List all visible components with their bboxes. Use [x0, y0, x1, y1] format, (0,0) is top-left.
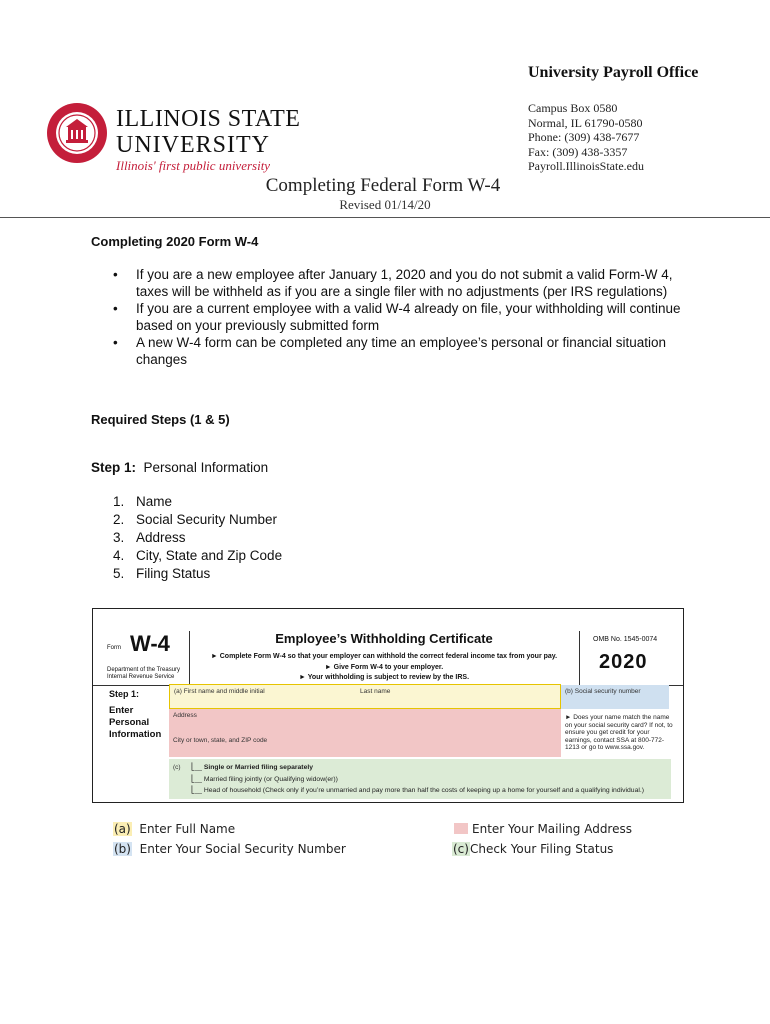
legend-filing — [452, 842, 613, 856]
w4-address-label: Address — [173, 712, 197, 719]
list-number: 3. — [113, 530, 125, 545]
w4-step-title-line: Information — [109, 729, 162, 740]
w4-instruction: ► Complete Form W-4 so that your employer can withhold the correct federal income tax from your pay. — [210, 653, 558, 660]
w4-divider — [579, 631, 580, 685]
header-divider — [0, 217, 770, 218]
office-title: University Payroll Office — [528, 64, 699, 81]
w4-step-label: Step 1: — [109, 689, 140, 699]
list-item — [113, 493, 282, 511]
section-heading-required-steps: Required Steps (1 & 5) — [91, 412, 230, 427]
w4-step-title-line: Personal — [109, 717, 150, 728]
w4-city-label: City or town, state, and ZIP code — [173, 737, 268, 744]
bullet-item: • A new W-4 form can be completed any time an employee’s personal or financial situation changes — [113, 334, 683, 368]
checkbox-icon: ⎣__ — [191, 764, 202, 771]
w4-omb-number: OMB No. 1545-0074 — [593, 636, 658, 643]
list-item — [113, 529, 282, 547]
revised-date: Revised 01/14/20 — [339, 197, 431, 212]
bullet-item: • If you are a new employee after January 1, 2020 and you do not submit a valid Form-W 4, taxes will be withheld as if you are a single filer with no adjustments (per IRS regulations) — [113, 266, 683, 300]
checkbox-icon: ⎣__ — [191, 787, 202, 794]
step-1-title: Personal Information — [143, 460, 269, 475]
w4-step-title-line: Enter — [109, 705, 134, 716]
w4-filing-option-text: Single or Married filing separately — [203, 764, 314, 771]
university-seal-icon — [46, 102, 108, 164]
list-number: 1. — [113, 494, 125, 509]
w4-form-name: W-4 — [130, 631, 170, 656]
legend-filing-text: Check Your Filing Status — [469, 842, 614, 856]
document-title — [0, 175, 770, 197]
list-number: 4. — [113, 548, 125, 563]
w4-dept-line: Department of the Treasury — [107, 667, 181, 673]
logo-tagline: Illinois' first public university — [116, 158, 271, 173]
w4-filing-option-text: Married filing jointly (or Qualifying widow(er)) — [203, 776, 338, 783]
info-bullet-list — [113, 266, 683, 368]
legend-name-text: Enter Full Name — [139, 822, 236, 836]
w4-ssn-label: (b) Social security number — [565, 688, 641, 695]
contact-website[interactable]: Payroll.IllinoisState.edu — [528, 159, 644, 174]
list-text: City, State and Zip Code — [136, 548, 283, 563]
w4-name-field — [169, 684, 561, 709]
w4-ssn-note: ► Does your name match the name on your social security card? If not, to ensure you get credit for your earnings, contact SSA at 800-772-1213 or go to www.ssa.gov. — [565, 714, 673, 752]
list-item — [113, 547, 282, 565]
w4-title: Employee’s Withholding Certificate — [275, 631, 493, 646]
w4-filing-option — [191, 775, 338, 783]
contact-box: Campus Box 0580 — [528, 101, 618, 115]
legend-ssn-text: Enter Your Social Security Number — [139, 842, 346, 856]
w4-filing-label: (c) — [173, 764, 181, 771]
contact-block — [528, 101, 644, 174]
step-1-items — [113, 493, 282, 583]
w4-instruction: ► Give Form W-4 to your employer. — [324, 664, 444, 671]
contact-fax: Fax: (309) 438-3357 — [528, 144, 628, 159]
w4-last-name-label: Last name — [360, 688, 391, 695]
section-heading-completing: Completing 2020 Form W-4 — [91, 234, 259, 249]
contact-phone: Phone: (309) 438-7677 — [528, 130, 640, 145]
w4-year: 2020 — [599, 651, 648, 673]
w4-step-title — [109, 705, 161, 741]
university-logo — [116, 106, 300, 174]
w4-form-word: Form — [107, 645, 121, 651]
w4-ssn-field — [561, 685, 669, 709]
w4-filing-option-text: Head of household (Check only if you’re unmarried and pay more than half the costs of keeping up a home for yourself and a qualifying individual.) — [203, 787, 645, 794]
legend-tag-c: (c) — [453, 842, 469, 856]
legend-tag-a: (a) — [114, 822, 131, 836]
w4-department — [107, 667, 180, 681]
w4-filing-status-field — [169, 759, 671, 799]
contact-address: Normal, IL 61790-0580 — [528, 115, 643, 130]
step-1-label: Step 1: — [91, 460, 137, 475]
list-text: Filing Status — [136, 566, 211, 581]
list-item — [113, 565, 282, 583]
checkbox-icon: ⎣__ — [191, 776, 202, 783]
w4-instruction: ► Your withholding is subject to review by the IRS. — [298, 674, 470, 681]
logo-line-2: UNIVERSITY — [116, 132, 270, 158]
w4-filing-option — [191, 763, 313, 771]
logo-line-1: ILLINOIS STATE — [116, 106, 301, 132]
w4-form-excerpt — [92, 608, 684, 803]
list-number: 5. — [113, 566, 125, 581]
w4-address-field — [169, 709, 561, 757]
list-text: Social Security Number — [136, 512, 278, 527]
legend-ssn — [113, 842, 346, 856]
legend-address-swatch — [454, 823, 468, 834]
list-text: Name — [136, 494, 173, 509]
list-item — [113, 511, 282, 529]
w4-first-name-label: (a) First name and middle initial — [174, 688, 265, 695]
legend-address — [454, 822, 632, 836]
legend-tag-b: (b) — [114, 842, 131, 856]
w4-dept-line: Internal Revenue Service — [107, 674, 175, 680]
list-number: 2. — [113, 512, 125, 527]
legend-name — [113, 822, 235, 836]
step-1-heading — [91, 460, 268, 475]
bullet-item: • If you are a current employee with a valid W-4 already on file, your withholding will continue based on your previously submitted form — [113, 300, 683, 334]
list-text: Address — [136, 530, 186, 545]
legend-address-text: Enter Your Mailing Address — [472, 822, 632, 836]
w4-filing-option — [191, 786, 644, 794]
document-title-text: Completing Federal Form W-4 — [265, 175, 501, 196]
